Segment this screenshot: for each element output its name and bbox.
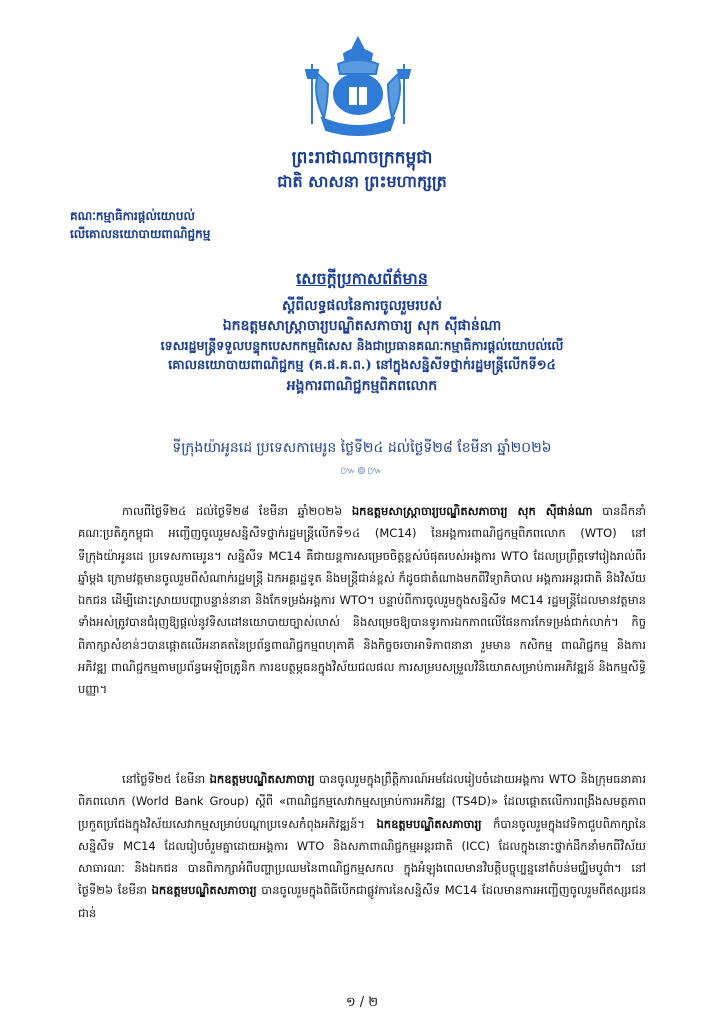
- subject-line-2: ឯកឧត្ដមសាស្ត្រាចារ្យបណ្ឌិតសភាចារ្យ សុក ស៊ីផាន់ណា: [222, 318, 502, 334]
- body-paragraph-2: [78, 768, 646, 924]
- p2-intro: នៅថ្ងៃទី២៥ ខែមីនា: [122, 772, 210, 786]
- p1-rest: បានដឹកនាំគណៈប្រតិភូកម្ពុជា អញ្ជើញចូលរួមសន្និសីទថ្នាក់រដ្ឋមន្ត្រីលើកទី១៤ (MC14) នៃអង្គការពាណិជ្ជកម្មពិភពលោក (WTO) នៅទីក្រុងយ៉ាអូនដេ ប្រទេសកាមេរូន។ សន្និសីទ MC14 គឺជាយន្តការសម្រេចចិត្តខ្ពស់បំផុតរបស់អង្គការ WTO ដែលប្រព្រឹត្តទៅរៀងរាល់ពីរឆ្នាំម្ដង ក្រោមវត្តមានចូលរួមពីសំណាក់រដ្ឋមន្ត្រី ឯកអគ្គរដ្ឋទូត និងមន្ត្រីជាន់ខ្ពស់ ក៏ដូចជាតំណាងមកពីវិទ្យាភិបាល អង្គការអន្តរជាតិ និងវិស័យឯកជន ដើម្បីដោះស្រាយបញ្ហាបន្ទាន់នានា និងកែទម្រង់អង្គការ WTO។ បន្ទាប់ពីការចូលរួមក្នុងសន្និសីទ MC14 រដ្ឋមន្ត្រីដែលមានវត្តមានទាំងអស់ត្រូវបានជំរុញឱ្យផ្ដល់នូវទិសដៅនយោបាយច្បាស់លាស់ និងសម្រេចឱ្យបានទូរការឯកភាពលើផែនការកែទម្រង់ជាក់លាក់។ កិច្ចពិភាក្សាសំខាន់ៗបានផ្ដោតលើអនាគតនៃប្រព័ន្ធពាណិជ្ជកម្មពហុភាគី និងកិច្ចចរចាអាទិភាពនានា រួមមាន កសិកម្ម ពាណិជ្ជកម្ម និងការអភិវឌ្ឍ ពាណិជ្ជកម្មតាមប្រព័ន្ធអេឡិចត្រូនិក ការឧបត្ថម្ភធនក្នុងវិស័យជលផល ការសម្របសម្រួលវិនិយោគសម្រាប់ការអភិវឌ្ឍន៍ និងកម្មសិទ្ធិបញ្ញា។: [78, 504, 646, 697]
- subject-line-5: អង្គការពាណិជ្ជកម្មពិភពលោក: [286, 378, 438, 394]
- committee-name-line1: គណៈកម្មាធិការផ្ដល់យោបល់: [70, 209, 195, 223]
- p2-official-name-2: ឯកឧត្ដមបណ្ឌិតសភាចារ្យ: [376, 816, 482, 831]
- subject-line-3: ទេសរដ្ឋមន្ត្រីទទួលបន្ទុកបេសកកម្មពិសេស និងជាប្រធានគណៈកម្មាធិការផ្ដល់យោបល់លើ: [160, 338, 564, 353]
- ornament-divider: ៚៙៚: [340, 464, 384, 477]
- kingdom-name: ព្រះរាជាណាចក្រកម្ពុជា: [291, 148, 433, 168]
- royal-coat-of-arms-logo: [298, 34, 418, 138]
- subject-line-1: ស្ដីពីលទ្ធផលនៃការចូលរួមរបស់: [282, 298, 442, 314]
- press-release-title: សេចក្ដីប្រកាសព័ត៌មាន: [296, 269, 428, 288]
- place-and-date: ទីក្រុងយ៉ាអូនដេ ប្រទេសកាមេរូន ថ្ងៃទី២៤ ដល់ថ្ងៃទី២៨ ខែមីនា ឆ្នាំ២០២៦: [172, 440, 552, 456]
- p2-official-name-3: ឯកឧត្ដមបណ្ឌិតសភាចារ្យ: [151, 883, 257, 898]
- committee-name-line2: លើគោលនយោបាយពាណិជ្ជកម្ម: [70, 227, 211, 241]
- p2-middle-1: បានចូលរួមក្នុងព្រឹត្តិការណ៍អមដែលរៀបចំដោយអង្គការ WTO និងក្រុមធនាគារពិភពលោក (World Bank Group) ស្ដីពី «ពាណិជ្ជកម្មសេវាកម្មសម្រាប់ការអភិវឌ្ឍ (TS4D)» ដែលផ្ដោតលើការពង្រឹងសមត្ថភាពប្រកួតប្រជែងក្នុងវិស័យសេវាកម្មសម្រាប់បណ្ដាប្រទេសកំពុងអភិវឌ្ឍន៍។: [78, 772, 646, 831]
- p1-intro: កាលពីថ្ងៃទី២៤ ដល់ថ្ងៃទី២៨ ខែមីនា ឆ្នាំ២០២៦: [122, 504, 352, 518]
- national-motto: ជាតិ សាសនា ព្រះមហាក្សត្រ: [277, 172, 447, 191]
- press-release-subject: [80, 296, 644, 396]
- p2-end: បានចូលរួមក្នុងពិធីបើកជាផ្លូវការនៃសន្និសីទ MC14 ដែលមានការអញ្ជើញចូលរួមពីឥស្សរជនជាន់: [78, 883, 647, 920]
- p2-official-name-1: ឯកឧត្ដមបណ្ឌិតសភាចារ្យ: [209, 772, 315, 786]
- body-paragraph-1: [78, 500, 646, 701]
- p1-official-name: ឯកឧត្ដមសាស្ត្រាចារ្យបណ្ឌិតសភាចារ្យ សុក ស៊ីផាន់ណា: [351, 504, 593, 518]
- page-number: ១ / ២: [345, 995, 379, 1010]
- p2-middle-2: ក៏បានចូលរួមក្នុងវេទិកាជួបពិភាក្សានៃសន្និសីទ MC14 ដែលរៀបចំរួមគ្នាដោយអង្គការ WTO និងសភាពាណិជ្ជកម្មអន្តរជាតិ (ICC) ដែលក្នុងនោះថ្នាក់ដឹកនាំមកពីវិស័យសាធារណៈ និងឯកជន បានពិភាក្សាអំពីបញ្ហាប្រឈមនៃពាណិជ្ជកម្មសកល ក្នុងអំឡុងពេលមានវិបត្តិបច្ចុប្បន្ននៅតំបន់មជ្ឈិមបូព៌ា។ នៅថ្ងៃទី២៦ ខែមីនា: [78, 816, 646, 898]
- subject-line-4: គោលនយោបាយពាណិជ្ជកម្ម (គ.ផ.គ.ព.) នៅក្នុងសន្និសីទថ្នាក់រដ្ឋមន្ត្រីលើកទី១៤: [168, 358, 556, 373]
